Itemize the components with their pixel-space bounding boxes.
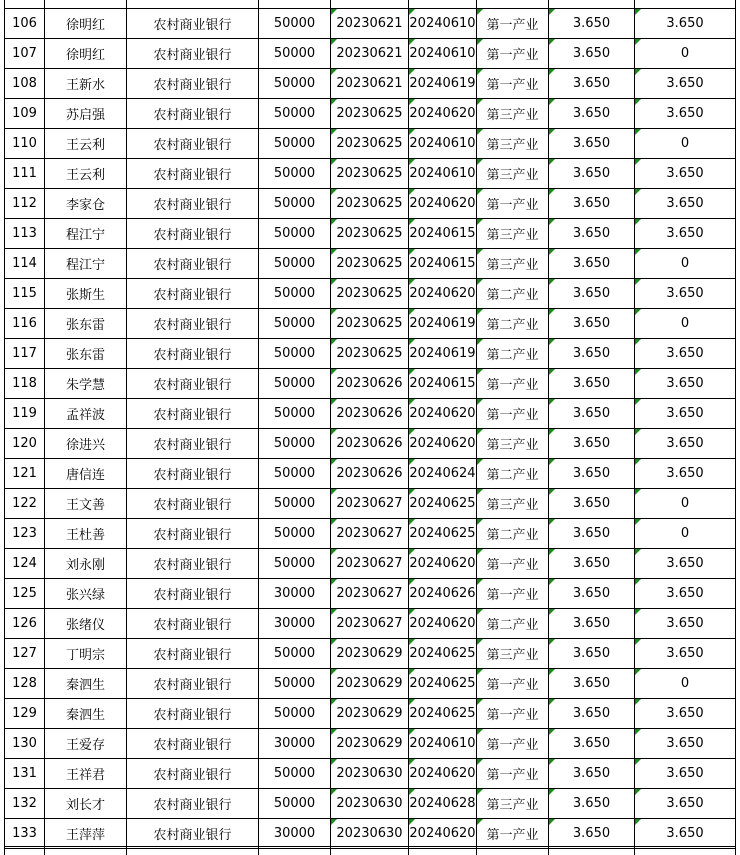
start-date-cell: 20230625 [331, 279, 409, 309]
table-row [5, 669, 736, 699]
row-number-cell: 121 [5, 459, 45, 489]
rate-cell: 3.650 [549, 129, 635, 159]
rate-cell: 3.650 [549, 69, 635, 99]
end-date-cell: 20240625 [409, 519, 477, 549]
rate-cell: 3.650 [549, 369, 635, 399]
industry-cell: 第一产业 [477, 369, 549, 399]
rate-cell: 3.650 [549, 219, 635, 249]
end-date-cell: 20240620 [409, 819, 477, 849]
table-row [5, 459, 736, 489]
row-number-cell: 114 [5, 249, 45, 279]
end-date-cell: 20240615 [409, 249, 477, 279]
end-date-cell: 20240620 [409, 189, 477, 219]
table-row [5, 249, 736, 279]
row-number-cell: 119 [5, 399, 45, 429]
amount-cell: 50000 [259, 339, 331, 369]
rate-cell: 3.650 [549, 309, 635, 339]
end-date-cell: 20240628 [409, 789, 477, 819]
end-date-cell: 20240626 [409, 579, 477, 609]
name-cell: 张绪仪 [45, 609, 127, 639]
end-date-cell: 20240620 [409, 279, 477, 309]
industry-cell: 第一产业 [477, 549, 549, 579]
end-date-cell: 20240620 [409, 609, 477, 639]
rate-cell: 3.650 [549, 99, 635, 129]
subsidy-rate-cell: 3.650 [635, 759, 736, 789]
bank-cell: 农村商业银行 [127, 189, 259, 219]
table-row [5, 219, 736, 249]
end-date-cell: 20240610 [409, 39, 477, 69]
industry-cell: 第一产业 [477, 669, 549, 699]
table-row [5, 399, 736, 429]
bank-cell: 农村商业银行 [127, 69, 259, 99]
industry-cell: 第二产业 [477, 459, 549, 489]
bank-cell: 农村商业银行 [127, 669, 259, 699]
subsidy-rate-cell: 0 [635, 129, 736, 159]
bank-cell: 农村商业银行 [127, 399, 259, 429]
end-date-cell: 20240625 [409, 639, 477, 669]
amount-cell: 50000 [259, 699, 331, 729]
rate-cell: 3.650 [549, 759, 635, 789]
amount-cell: 50000 [259, 429, 331, 459]
start-date-cell: 20230630 [331, 789, 409, 819]
rate-cell: 3.650 [549, 189, 635, 219]
subsidy-rate-cell: 0 [635, 249, 736, 279]
industry-cell: 第二产业 [477, 519, 549, 549]
industry-cell: 第一产业 [477, 9, 549, 39]
end-date-cell: 20240624 [409, 459, 477, 489]
industry-cell: 第一产业 [477, 579, 549, 609]
bank-cell: 农村商业银行 [127, 519, 259, 549]
start-date-cell: 20230625 [331, 99, 409, 129]
subsidy-rate-cell: 3.650 [635, 429, 736, 459]
amount-cell: 50000 [259, 9, 331, 39]
start-date-cell: 20230629 [331, 699, 409, 729]
bank-cell: 农村商业银行 [127, 699, 259, 729]
bank-cell: 农村商业银行 [127, 39, 259, 69]
start-date-cell: 20230629 [331, 639, 409, 669]
name-cell: 孟祥波 [45, 399, 127, 429]
amount-cell: 50000 [259, 549, 331, 579]
bank-cell: 农村商业银行 [127, 759, 259, 789]
table-row [5, 69, 736, 99]
name-cell: 王杜善 [45, 519, 127, 549]
loan-table-body [5, 9, 736, 849]
bank-cell: 农村商业银行 [127, 819, 259, 849]
rate-cell: 3.650 [549, 399, 635, 429]
industry-cell: 第一产业 [477, 729, 549, 759]
start-date-cell: 20230629 [331, 729, 409, 759]
amount-cell: 50000 [259, 69, 331, 99]
subsidy-rate-cell: 0 [635, 39, 736, 69]
bank-cell: 农村商业银行 [127, 99, 259, 129]
end-date-cell: 20240610 [409, 9, 477, 39]
bank-cell: 农村商业银行 [127, 729, 259, 759]
end-date-cell: 20240615 [409, 369, 477, 399]
rate-cell: 3.650 [549, 519, 635, 549]
rate-cell: 3.650 [549, 789, 635, 819]
row-number-cell: 129 [5, 699, 45, 729]
start-date-cell: 20230625 [331, 159, 409, 189]
amount-cell: 50000 [259, 639, 331, 669]
industry-cell: 第一产业 [477, 759, 549, 789]
rate-cell: 3.650 [549, 669, 635, 699]
end-date-cell: 20240615 [409, 219, 477, 249]
bank-cell: 农村商业银行 [127, 219, 259, 249]
row-number-cell: 122 [5, 489, 45, 519]
end-date-cell: 20240619 [409, 69, 477, 99]
name-cell: 秦泗生 [45, 699, 127, 729]
row-number-cell: 127 [5, 639, 45, 669]
table-row [5, 39, 736, 69]
name-cell: 秦泗生 [45, 669, 127, 699]
industry-cell: 第三产业 [477, 159, 549, 189]
name-cell: 王爱存 [45, 729, 127, 759]
subsidy-rate-cell: 3.650 [635, 189, 736, 219]
end-date-cell: 20240620 [409, 429, 477, 459]
table-row [5, 729, 736, 759]
row-number-cell: 111 [5, 159, 45, 189]
amount-cell: 30000 [259, 819, 331, 849]
industry-cell: 第二产业 [477, 609, 549, 639]
row-number-cell: 108 [5, 69, 45, 99]
end-date-cell: 20240620 [409, 549, 477, 579]
bank-cell: 农村商业银行 [127, 159, 259, 189]
bank-cell: 农村商业银行 [127, 789, 259, 819]
rate-cell: 3.650 [549, 579, 635, 609]
row-number-cell: 118 [5, 369, 45, 399]
name-cell: 张斯生 [45, 279, 127, 309]
end-date-cell: 20240620 [409, 399, 477, 429]
name-cell: 王新水 [45, 69, 127, 99]
bank-cell: 农村商业银行 [127, 249, 259, 279]
industry-cell: 第一产业 [477, 189, 549, 219]
start-date-cell: 20230625 [331, 249, 409, 279]
name-cell: 王云利 [45, 129, 127, 159]
start-date-cell: 20230621 [331, 9, 409, 39]
industry-cell: 第一产业 [477, 39, 549, 69]
end-date-cell: 20240625 [409, 669, 477, 699]
amount-cell: 50000 [259, 369, 331, 399]
amount-cell: 50000 [259, 99, 331, 129]
amount-cell: 50000 [259, 459, 331, 489]
amount-cell: 30000 [259, 609, 331, 639]
amount-cell: 50000 [259, 309, 331, 339]
name-cell: 徐明红 [45, 9, 127, 39]
end-date-cell: 20240620 [409, 99, 477, 129]
end-date-cell: 20240619 [409, 309, 477, 339]
row-number-cell: 123 [5, 519, 45, 549]
table-row [5, 789, 736, 819]
industry-cell: 第三产业 [477, 639, 549, 669]
subsidy-rate-cell: 3.650 [635, 339, 736, 369]
row-number-cell: 113 [5, 219, 45, 249]
table-top-edge [4, 0, 736, 8]
row-number-cell: 130 [5, 729, 45, 759]
start-date-cell: 20230625 [331, 189, 409, 219]
name-cell: 张东雷 [45, 309, 127, 339]
industry-cell: 第一产业 [477, 399, 549, 429]
row-number-cell: 132 [5, 789, 45, 819]
bank-cell: 农村商业银行 [127, 309, 259, 339]
rate-cell: 3.650 [549, 429, 635, 459]
start-date-cell: 20230625 [331, 309, 409, 339]
industry-cell: 第一产业 [477, 699, 549, 729]
amount-cell: 30000 [259, 579, 331, 609]
table-row [5, 129, 736, 159]
table-row [5, 819, 736, 849]
subsidy-rate-cell: 3.650 [635, 789, 736, 819]
table-row [5, 609, 736, 639]
amount-cell: 50000 [259, 249, 331, 279]
table-row [5, 279, 736, 309]
start-date-cell: 20230626 [331, 369, 409, 399]
industry-cell: 第二产业 [477, 339, 549, 369]
name-cell: 王萍萍 [45, 819, 127, 849]
bank-cell: 农村商业银行 [127, 339, 259, 369]
amount-cell: 50000 [259, 129, 331, 159]
end-date-cell: 20240610 [409, 129, 477, 159]
row-number-cell: 131 [5, 759, 45, 789]
bank-cell: 农村商业银行 [127, 129, 259, 159]
industry-cell: 第三产业 [477, 99, 549, 129]
start-date-cell: 20230625 [331, 219, 409, 249]
name-cell: 唐信连 [45, 459, 127, 489]
name-cell: 王文善 [45, 489, 127, 519]
amount-cell: 50000 [259, 189, 331, 219]
start-date-cell: 20230627 [331, 519, 409, 549]
row-number-cell: 128 [5, 669, 45, 699]
end-date-cell: 20240619 [409, 339, 477, 369]
rate-cell: 3.650 [549, 9, 635, 39]
subsidy-rate-cell: 3.650 [635, 639, 736, 669]
bank-cell: 农村商业银行 [127, 459, 259, 489]
amount-cell: 50000 [259, 759, 331, 789]
start-date-cell: 20230626 [331, 399, 409, 429]
table-row [5, 579, 736, 609]
amount-cell: 50000 [259, 279, 331, 309]
industry-cell: 第三产业 [477, 789, 549, 819]
subsidy-rate-cell: 3.650 [635, 69, 736, 99]
row-number-cell: 112 [5, 189, 45, 219]
table-row [5, 159, 736, 189]
row-number-cell: 124 [5, 549, 45, 579]
industry-cell: 第一产业 [477, 69, 549, 99]
start-date-cell: 20230627 [331, 609, 409, 639]
amount-cell: 50000 [259, 519, 331, 549]
subsidy-rate-cell: 3.650 [635, 729, 736, 759]
rate-cell: 3.650 [549, 819, 635, 849]
bank-cell: 农村商业银行 [127, 609, 259, 639]
start-date-cell: 20230627 [331, 549, 409, 579]
start-date-cell: 20230626 [331, 459, 409, 489]
start-date-cell: 20230627 [331, 489, 409, 519]
rate-cell: 3.650 [549, 459, 635, 489]
subsidy-rate-cell: 3.650 [635, 219, 736, 249]
table-row [5, 9, 736, 39]
table-row [5, 519, 736, 549]
subsidy-rate-cell: 3.650 [635, 279, 736, 309]
end-date-cell: 20240610 [409, 729, 477, 759]
name-cell: 刘长才 [45, 789, 127, 819]
rate-cell: 3.650 [549, 729, 635, 759]
row-number-cell: 117 [5, 339, 45, 369]
name-cell: 刘永刚 [45, 549, 127, 579]
table-row [5, 339, 736, 369]
start-date-cell: 20230626 [331, 429, 409, 459]
amount-cell: 50000 [259, 39, 331, 69]
loan-table [4, 8, 736, 849]
row-number-cell: 107 [5, 39, 45, 69]
row-number-cell: 125 [5, 579, 45, 609]
industry-cell: 第三产业 [477, 249, 549, 279]
rate-cell: 3.650 [549, 489, 635, 519]
row-number-cell: 126 [5, 609, 45, 639]
rate-cell: 3.650 [549, 279, 635, 309]
name-cell: 朱学慧 [45, 369, 127, 399]
subsidy-rate-cell: 3.650 [635, 459, 736, 489]
amount-cell: 50000 [259, 159, 331, 189]
name-cell: 程江宁 [45, 249, 127, 279]
row-number-cell: 109 [5, 99, 45, 129]
name-cell: 李家仓 [45, 189, 127, 219]
start-date-cell: 20230630 [331, 759, 409, 789]
bank-cell: 农村商业银行 [127, 369, 259, 399]
amount-cell: 50000 [259, 789, 331, 819]
table-row [5, 549, 736, 579]
name-cell: 徐进兴 [45, 429, 127, 459]
bank-cell: 农村商业银行 [127, 9, 259, 39]
subsidy-rate-cell: 3.650 [635, 699, 736, 729]
subsidy-rate-cell: 0 [635, 489, 736, 519]
rate-cell: 3.650 [549, 159, 635, 189]
table-row [5, 189, 736, 219]
industry-cell: 第三产业 [477, 219, 549, 249]
rate-cell: 3.650 [549, 249, 635, 279]
subsidy-rate-cell: 3.650 [635, 9, 736, 39]
bank-cell: 农村商业银行 [127, 549, 259, 579]
industry-cell: 第三产业 [477, 429, 549, 459]
name-cell: 苏启强 [45, 99, 127, 129]
rate-cell: 3.650 [549, 39, 635, 69]
name-cell: 丁明宗 [45, 639, 127, 669]
end-date-cell: 20240610 [409, 159, 477, 189]
rate-cell: 3.650 [549, 339, 635, 369]
row-number-cell: 120 [5, 429, 45, 459]
bank-cell: 农村商业银行 [127, 579, 259, 609]
amount-cell: 50000 [259, 669, 331, 699]
table-row [5, 489, 736, 519]
table-row [5, 309, 736, 339]
subsidy-rate-cell: 3.650 [635, 819, 736, 849]
subsidy-rate-cell: 0 [635, 309, 736, 339]
name-cell: 王祥君 [45, 759, 127, 789]
rate-cell: 3.650 [549, 639, 635, 669]
row-number-cell: 110 [5, 129, 45, 159]
table-row [5, 759, 736, 789]
row-number-cell: 133 [5, 819, 45, 849]
name-cell: 王云利 [45, 159, 127, 189]
subsidy-rate-cell: 3.650 [635, 579, 736, 609]
start-date-cell: 20230625 [331, 339, 409, 369]
bank-cell: 农村商业银行 [127, 639, 259, 669]
row-number-cell: 106 [5, 9, 45, 39]
bank-cell: 农村商业银行 [127, 489, 259, 519]
name-cell: 程江宁 [45, 219, 127, 249]
end-date-cell: 20240620 [409, 759, 477, 789]
end-date-cell: 20240625 [409, 489, 477, 519]
row-number-cell: 115 [5, 279, 45, 309]
subsidy-rate-cell: 3.650 [635, 549, 736, 579]
start-date-cell: 20230629 [331, 669, 409, 699]
industry-cell: 第三产业 [477, 129, 549, 159]
industry-cell: 第三产业 [477, 489, 549, 519]
subsidy-rate-cell: 3.650 [635, 609, 736, 639]
subsidy-rate-cell: 3.650 [635, 369, 736, 399]
subsidy-rate-cell: 0 [635, 669, 736, 699]
rate-cell: 3.650 [549, 699, 635, 729]
name-cell: 张东雷 [45, 339, 127, 369]
industry-cell: 第二产业 [477, 309, 549, 339]
start-date-cell: 20230621 [331, 69, 409, 99]
amount-cell: 50000 [259, 489, 331, 519]
subsidy-rate-cell: 3.650 [635, 99, 736, 129]
subsidy-rate-cell: 0 [635, 519, 736, 549]
industry-cell: 第一产业 [477, 819, 549, 849]
table-row [5, 99, 736, 129]
start-date-cell: 20230621 [331, 39, 409, 69]
subsidy-rate-cell: 3.650 [635, 399, 736, 429]
bank-cell: 农村商业银行 [127, 279, 259, 309]
table-row [5, 429, 736, 459]
name-cell: 徐明红 [45, 39, 127, 69]
amount-cell: 50000 [259, 219, 331, 249]
end-date-cell: 20240625 [409, 699, 477, 729]
amount-cell: 50000 [259, 399, 331, 429]
subsidy-rate-cell: 3.650 [635, 159, 736, 189]
table-row [5, 699, 736, 729]
start-date-cell: 20230625 [331, 129, 409, 159]
table-row [5, 369, 736, 399]
industry-cell: 第二产业 [477, 279, 549, 309]
name-cell: 张兴绿 [45, 579, 127, 609]
amount-cell: 30000 [259, 729, 331, 759]
start-date-cell: 20230627 [331, 579, 409, 609]
table-row [5, 639, 736, 669]
start-date-cell: 20230630 [331, 819, 409, 849]
rate-cell: 3.650 [549, 609, 635, 639]
rate-cell: 3.650 [549, 549, 635, 579]
bank-cell: 农村商业银行 [127, 429, 259, 459]
row-number-cell: 116 [5, 309, 45, 339]
